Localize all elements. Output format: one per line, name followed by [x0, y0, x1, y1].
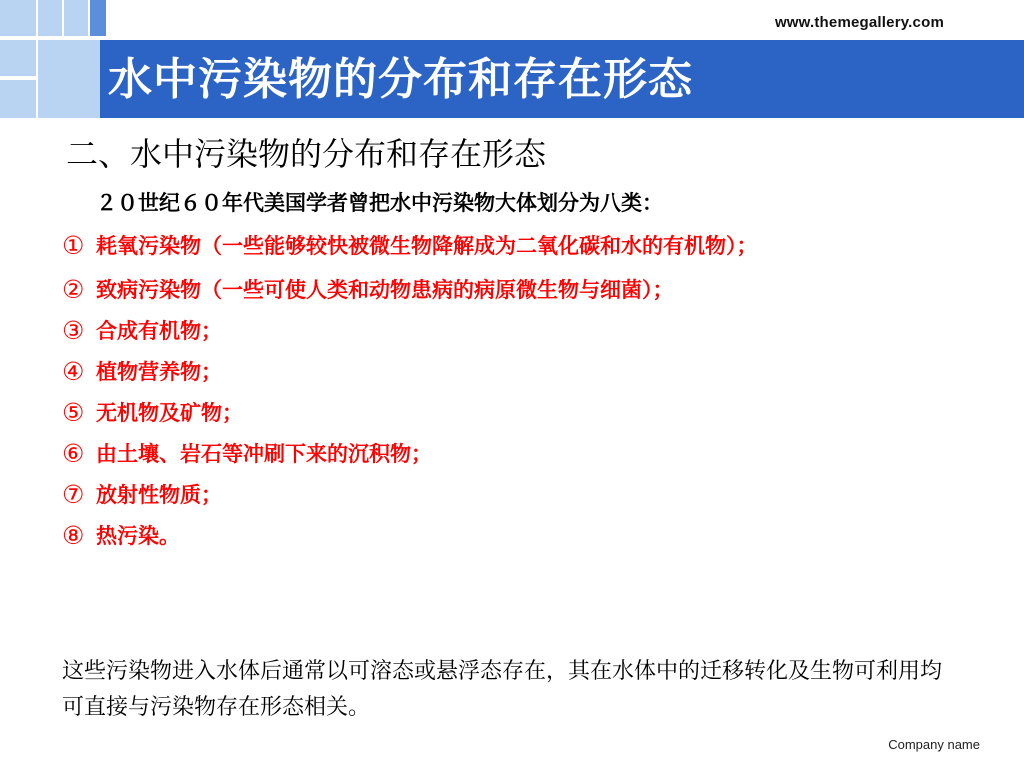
item-number: ⑧: [62, 521, 85, 550]
item-number: ②: [62, 275, 85, 304]
decor-square: [0, 80, 36, 118]
list-item: [62, 438, 962, 470]
item-number: ④: [62, 357, 85, 386]
section-heading: 二、水中污染物的分布和存在形态: [66, 135, 547, 173]
list-item: [62, 356, 962, 388]
item-text: 合成有机物；: [96, 319, 222, 343]
item-number: ⑤: [62, 398, 85, 427]
slide-title: 水中污染物的分布和存在形态: [108, 54, 693, 105]
summary-paragraph: 这些污染物进入水体后通常以可溶态或悬浮态存在，其在水体中的迁移转化及生物可利用均可直接与污染物存在形态相关。: [62, 659, 943, 720]
website-url: www.themegallery.com: [774, 14, 944, 31]
item-text: 无机物及矿物；: [96, 401, 243, 425]
list-item: [62, 230, 962, 262]
item-text: 热污染。: [96, 524, 180, 548]
list-item: [62, 479, 962, 511]
decor-square: [90, 0, 106, 36]
company-name: Company name: [888, 737, 980, 752]
item-text: 植物营养物；: [96, 360, 222, 384]
list-item: [62, 520, 962, 552]
item-text: 放射性物质；: [96, 483, 222, 507]
item-number: ③: [62, 316, 85, 345]
title-bar-accent: [38, 40, 100, 118]
list-item: [62, 397, 962, 429]
list-item: [62, 315, 962, 347]
pollutant-list: [62, 230, 962, 561]
decor-square: [64, 0, 88, 36]
item-text: 耗氧污染物（一些能够较快被微生物降解成为二氧化碳和水的有机物）；: [96, 234, 758, 258]
item-number: ⑥: [62, 439, 85, 468]
decor-square: [38, 0, 62, 36]
item-text: 由土壤、岩石等冲刷下来的沉积物；: [96, 442, 432, 466]
item-number: ⑦: [62, 480, 85, 509]
decor-square: [0, 40, 36, 76]
decor-square: [0, 0, 36, 36]
intro-text: ２０世纪６０年代美国学者曾把水中污染物大体划分为八类：: [96, 191, 663, 215]
item-number: ①: [62, 231, 85, 260]
list-item: [62, 274, 962, 306]
item-text: 致病污染物（一些可使人类和动物患病的病原微生物与细菌）；: [96, 278, 674, 302]
